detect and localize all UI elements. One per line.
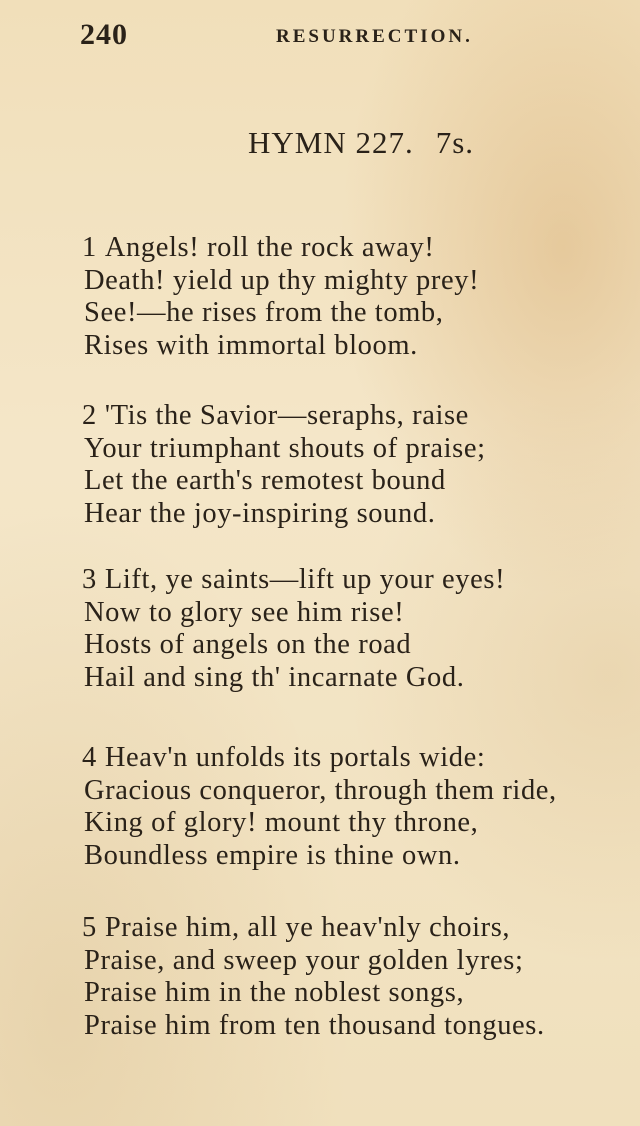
- stanza-line-text: Praise him, all ye heav'nly choirs,: [104, 912, 511, 943]
- section-title: RESURRECTION.: [276, 26, 473, 47]
- stanza-line-text: Angels! roll the rock away!: [104, 232, 435, 263]
- hymn-title: HYMN 227.: [248, 125, 414, 160]
- stanza-line: Your triumphant shouts of praise;: [84, 432, 486, 464]
- stanza-line: Rises with immortal bloom.: [84, 329, 418, 361]
- stanza-4: [84, 742, 636, 872]
- stanza-line: See!—he rises from the tomb,: [84, 297, 444, 329]
- stanza-line: Praise him from ten thousand tongues.: [84, 1009, 545, 1041]
- stanza-3: [84, 564, 636, 694]
- stanza-number: 4: [82, 742, 97, 773]
- stanza-line: Praise, and sweep your golden lyres;: [84, 944, 524, 976]
- stanza-line: Let the earth's remotest bound: [84, 465, 446, 497]
- stanza-line: Praise him in the noblest songs,: [84, 977, 465, 1009]
- stanza-line: [82, 400, 636, 433]
- stanza-line: [82, 564, 636, 597]
- stanza-line: Hosts of angels on the road: [84, 629, 412, 661]
- stanza-line: Death! yield up thy mighty prey!: [84, 264, 480, 296]
- running-head: [80, 18, 560, 58]
- stanza-line: [82, 912, 636, 945]
- page-number: 240: [80, 18, 128, 51]
- stanza-number: 3: [82, 564, 97, 595]
- stanza-2: [84, 400, 636, 530]
- stanza-line-text: Lift, ye saints—lift up your eyes!: [104, 564, 506, 595]
- stanza-line: Boundless empire is thine own.: [84, 839, 461, 871]
- stanza-line-text: Heav'n unfolds its portals wide:: [104, 742, 486, 773]
- stanza-1: [84, 232, 636, 362]
- hymn-meter: 7s.: [435, 125, 475, 160]
- stanza-number: 5: [82, 912, 97, 943]
- hymn-heading: [248, 125, 474, 161]
- stanza-line-text: 'Tis the Savior—seraphs, raise: [104, 400, 469, 431]
- stanza-line: [82, 742, 636, 775]
- stanza-number: 2: [82, 400, 97, 431]
- stanza-line: Gracious conqueror, through them ride,: [84, 774, 557, 806]
- stanza-line: Now to glory see him rise!: [84, 596, 405, 628]
- stanza-line: Hail and sing th' incarnate God.: [84, 661, 465, 693]
- stanza-line: [82, 232, 636, 265]
- stanza-5: [84, 912, 636, 1042]
- stanza-line: King of glory! mount thy throne,: [84, 807, 479, 839]
- stanza-line: Hear the joy-inspiring sound.: [84, 497, 436, 529]
- stanza-number: 1: [82, 232, 97, 263]
